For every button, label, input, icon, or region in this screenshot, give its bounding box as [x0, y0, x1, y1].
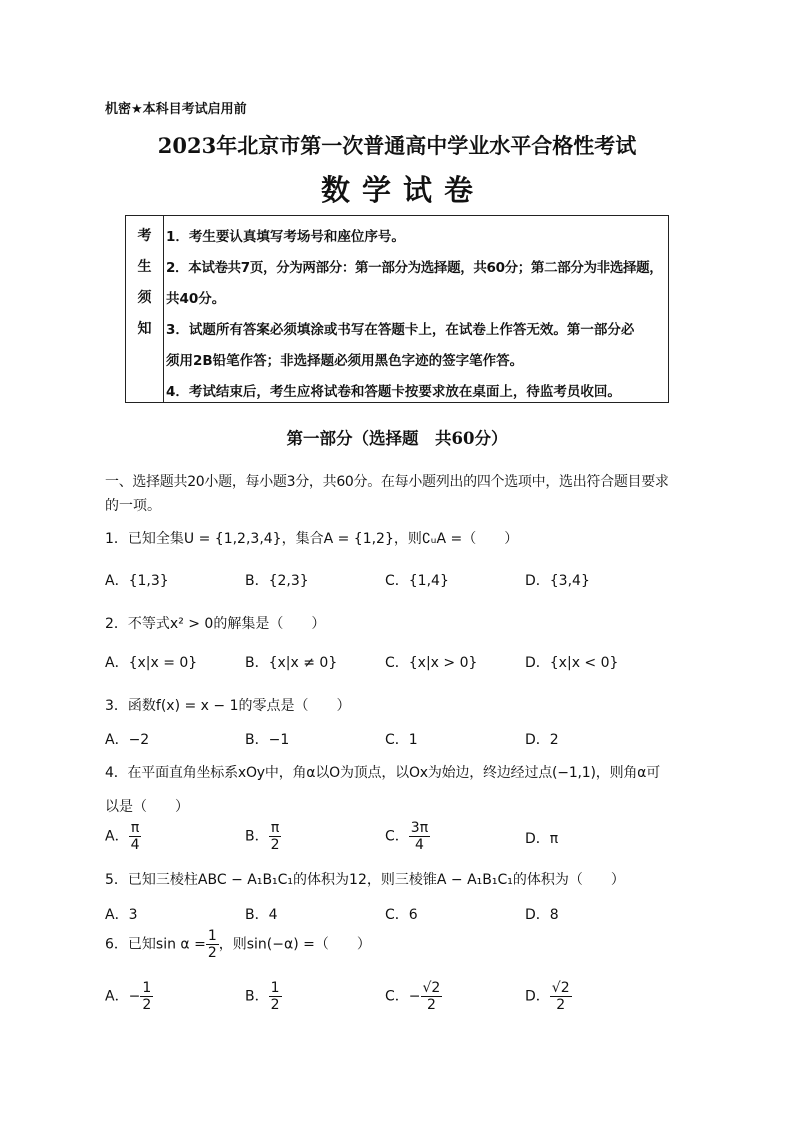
denominator: 4: [130, 837, 140, 853]
notice-line: 1．考生要认真填写考场号和座位序号。: [166, 229, 405, 245]
denominator: 2: [207, 945, 217, 961]
denominator: 2: [426, 997, 436, 1013]
question-stem: 5．已知三棱柱ABC − A₁B₁C₁的体积为12，则三棱锥A − A₁B₁C₁的体积为（ ）: [105, 872, 625, 888]
option-a: A．{1,3}: [105, 573, 169, 589]
option-a: A．−2: [105, 732, 150, 748]
fraction: [206, 928, 219, 961]
section-instruction: 一、选择题共20小题，每小题3分，共60分。在每小题列出的四个选项中，选出符合题目要求: [105, 474, 669, 490]
numerator: π: [270, 820, 280, 836]
option-b: B．−1: [245, 732, 290, 748]
section-instruction: 的一项。: [105, 498, 161, 514]
option-d: [525, 980, 572, 1013]
option-label: B．: [245, 828, 269, 845]
numerator: π: [130, 820, 140, 836]
part-one-title: 第一部分（选择题 共60分）: [286, 429, 508, 448]
option-label: B．: [245, 988, 269, 1005]
numerator: √2: [422, 980, 441, 996]
option-b: B．{2,3}: [245, 573, 309, 589]
option-label: A．−: [105, 988, 141, 1005]
notice-side-char: 考: [137, 228, 152, 244]
question-stem: 1．已知全集U = {1,2,3,4}，集合A = {1,2}，则∁ᵤA =（ ）: [105, 531, 519, 547]
notice-side-label: [126, 216, 164, 402]
fraction: [269, 820, 282, 853]
numerator: √2: [551, 980, 570, 996]
option-b: [245, 980, 282, 1013]
confidential-mark: 机密★本科目考试启用前: [105, 102, 247, 117]
option-d: D．2: [525, 732, 559, 748]
candidate-notice-box: [125, 215, 669, 403]
denominator: 2: [556, 997, 566, 1013]
question-stem: 4．在平面直角坐标系xOy中，角α以O为顶点，以Ox为始边，终边经过点(−1,1)，则角α可: [105, 765, 660, 781]
notice-side-char: 生: [137, 259, 152, 275]
option-a: [105, 980, 153, 1013]
option-b: B．4: [245, 907, 278, 923]
fraction: [140, 980, 153, 1013]
option-label: A．: [105, 828, 129, 845]
exam-title: 2023年北京市第一次普通高中学业水平合格性考试: [157, 133, 637, 158]
notice-line: 3．试题所有答案必须填涂或书写在答题卡上，在试卷上作答无效。第一部分必: [166, 322, 635, 338]
option-a: A．3: [105, 907, 138, 923]
fraction: [129, 820, 142, 853]
denominator: 2: [142, 997, 152, 1013]
question-stem: 2．不等式x² > 0的解集是（ ）: [105, 616, 326, 632]
numerator: 3π: [410, 820, 429, 836]
numerator: 1: [207, 928, 217, 944]
option-d: D．{x|x < 0}: [525, 655, 619, 671]
option-label: D．: [525, 988, 550, 1005]
notice-line: 共40分。: [166, 291, 226, 307]
option-a: A．{x|x = 0}: [105, 655, 198, 671]
option-d: D．π: [525, 831, 559, 847]
notice-line: 2．本试卷共7页，分为两部分：第一部分为选择题，共60分；第二部分为非选择题，: [166, 260, 663, 276]
question-stem: [105, 928, 371, 961]
exam-subtitle: 数学试卷: [320, 173, 485, 207]
option-c: C．1: [385, 732, 418, 748]
option-c: C．6: [385, 907, 418, 923]
option-c: C．{1,4}: [385, 573, 449, 589]
denominator: 2: [270, 997, 280, 1013]
notice-line: 须用2B铅笔作答；非选择题必须用黑色字迹的签字笔作答。: [166, 353, 524, 369]
question-stem: 3．函数f(x) = x − 1的零点是（ ）: [105, 698, 351, 714]
fraction: [409, 820, 430, 853]
option-c: C．{x|x > 0}: [385, 655, 478, 671]
option-label: C．: [385, 828, 409, 845]
denominator: 2: [270, 837, 280, 853]
stem-text: ，则sin(−α) =（ ）: [218, 936, 371, 953]
option-label: C．−: [385, 988, 421, 1005]
option-b: [245, 820, 282, 853]
question-stem: 以是（ ）: [105, 799, 189, 815]
fraction: [421, 980, 443, 1013]
stem-text: 6．已知sin α =: [105, 936, 206, 953]
notice-side-char: 知: [137, 321, 152, 337]
denominator: 4: [414, 837, 424, 853]
option-c: [385, 820, 430, 853]
fraction: [550, 980, 572, 1013]
option-c: [385, 980, 442, 1013]
fraction: [269, 980, 282, 1013]
option-d: D．{3,4}: [525, 573, 590, 589]
notice-line: 4．考试结束后，考生应将试卷和答题卡按要求放在桌面上，待监考员收回。: [166, 384, 621, 400]
numerator: 1: [270, 980, 280, 996]
notice-side-char: 须: [137, 290, 152, 306]
option-b: B．{x|x ≠ 0}: [245, 655, 338, 671]
option-d: D．8: [525, 907, 559, 923]
option-a: [105, 820, 142, 853]
numerator: 1: [142, 980, 152, 996]
